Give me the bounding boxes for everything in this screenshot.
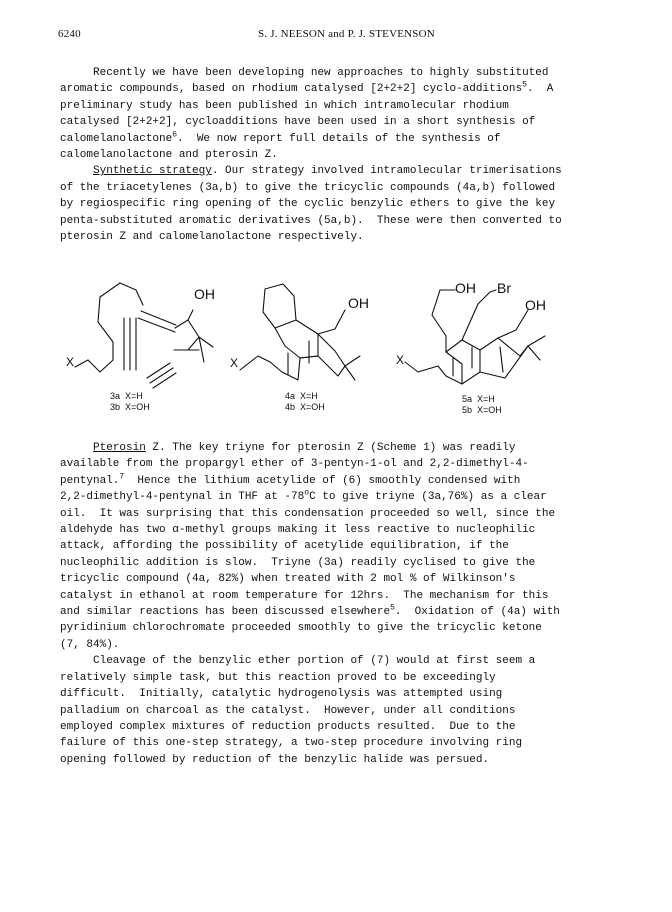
- text-line: pterosin Z and calomelanolactone respectively.: [60, 231, 364, 244]
- page-number: 6240: [58, 28, 81, 40]
- running-title: S. J. NEESON and P. J. STEVENSON: [258, 28, 435, 40]
- text-line: of the triacetylenes (3a,b) to give the tricyclic compounds (4a,b) followed: [60, 181, 556, 194]
- text-line: pyridinium chlorochromate proceeded smoothly to give the tricyclic ketone: [60, 622, 542, 635]
- text-line: tricyclic compound (4a, 82%) when treated with 2 mol % of Wilkinson's: [60, 573, 516, 586]
- text-line: Cleavage of the benzylic ether portion of (7) would at first seem a: [60, 655, 536, 668]
- reference-marker: 5: [390, 603, 395, 613]
- compound-label-3a: 3a X=H: [110, 391, 143, 401]
- section-heading-synthetic-strategy: Synthetic strategy: [93, 165, 212, 178]
- text-line: aldehyde has two α-methyl groups making it less reactive to nucleophilic: [60, 524, 536, 537]
- compound-label-5b: 5b X=OH: [462, 405, 502, 415]
- text-line: Recently we have been developing new approaches to highly substituted: [60, 67, 549, 79]
- text-line: pentynal.$^7$ Hence the lithium acetylide of (6) smoothly condensed with: [60, 472, 521, 487]
- text-line: (7, 84%).: [60, 638, 120, 651]
- degree-marker: o: [304, 488, 310, 498]
- text-line: penta-substituted aromatic derivatives (5a,b). These were then converted to: [60, 214, 562, 227]
- text-line: by regiospecific ring opening of the cyclic benzylic ethers to give the key: [60, 198, 556, 211]
- atom-label-oh: OH: [348, 295, 369, 311]
- text-line: aromatic compounds, based on rhodium catalysed [2+2+2] cyclo-additions$^5$. A: [60, 80, 554, 96]
- compound-label-4a: 4a X=H: [285, 391, 318, 401]
- text-line: difficult. Initially, catalytic hydrogenolysis was attempted using: [60, 688, 503, 701]
- text-line: palladium on charcoal as the catalyst. However, under all conditions: [60, 704, 516, 717]
- reference-marker: 5: [522, 80, 527, 90]
- text-line: calomelanolactone and pterosin Z.: [60, 149, 278, 162]
- section-heading-pterosin: Pterosin: [93, 442, 146, 454]
- text-line: Pterosin Z. The key triyne for pterosin Z (Scheme 1) was readily: [93, 442, 516, 454]
- atom-label-x: X: [230, 356, 239, 370]
- text-line: relatively simple task, but this reaction proved to be exceedingly: [60, 671, 496, 684]
- structure-3-triyne: [75, 283, 213, 388]
- text-line: calomelanolactone$^6$. We now report full details of the synthesis of: [60, 129, 501, 145]
- text-line: Synthetic strategy. Our strategy involved intramolecular trimerisations: [93, 165, 562, 178]
- atom-label-oh: OH: [455, 280, 476, 296]
- text-line: available from the propargyl ether of 3-pentyn-1-ol and 2,2-dimethyl-4-: [60, 458, 529, 471]
- compound-label-3b: 3b X=OH: [110, 402, 150, 412]
- text-line: attack, affording the possibility of acetylide equilibration, if the: [60, 540, 509, 553]
- text-line: nucleophilic addition is slow. Triyne (3a) readily cyclised to give the: [60, 556, 536, 569]
- reference-marker: 6: [172, 129, 178, 139]
- structure-5-pentasubstituted-aromatic: [405, 290, 545, 384]
- reference-marker: 7: [119, 472, 125, 482]
- text-line: opening followed by reduction of the benzylic halide was persued.: [60, 753, 490, 766]
- text-line: oil. It was surprising that this condensation proceeded so well, since the: [60, 507, 556, 520]
- atom-label-x: X: [66, 355, 75, 369]
- text-line: failure of this one-step strategy, a two-step procedure involving ring: [60, 737, 523, 750]
- pterosin-paragraph: [60, 440, 560, 768]
- text-line: 2,2-dimethyl-4-pentynal in THF at -78$^o$C to give triyne (3a,76%) as a clear: [60, 488, 547, 504]
- atom-label-x: X: [396, 353, 405, 367]
- structure-4-tricyclic-ether: [240, 284, 360, 380]
- text-line: employed complex mixtures of reduction products resulted. Due to the: [60, 720, 516, 733]
- atom-label-oh: OH: [525, 297, 546, 313]
- text-line: preliminary study has been published in which intramolecular rhodium: [60, 99, 509, 112]
- compound-label-5a: 5a X=H: [462, 394, 495, 404]
- compound-label-4b: 4b X=OH: [285, 402, 325, 412]
- text-line: catalyst in ethanol at room temperature for 12hrs. The mechanism for this: [60, 589, 549, 602]
- text-line: catalysed [2+2+2], cycloadditions have been used in a short synthesis of: [60, 116, 536, 129]
- atom-label-oh: OH: [194, 286, 215, 302]
- text-line: and similar reactions has been discussed elsewhere$^5$. Oxidation of (4a) with: [60, 603, 560, 619]
- atom-label-br: Br: [497, 280, 511, 296]
